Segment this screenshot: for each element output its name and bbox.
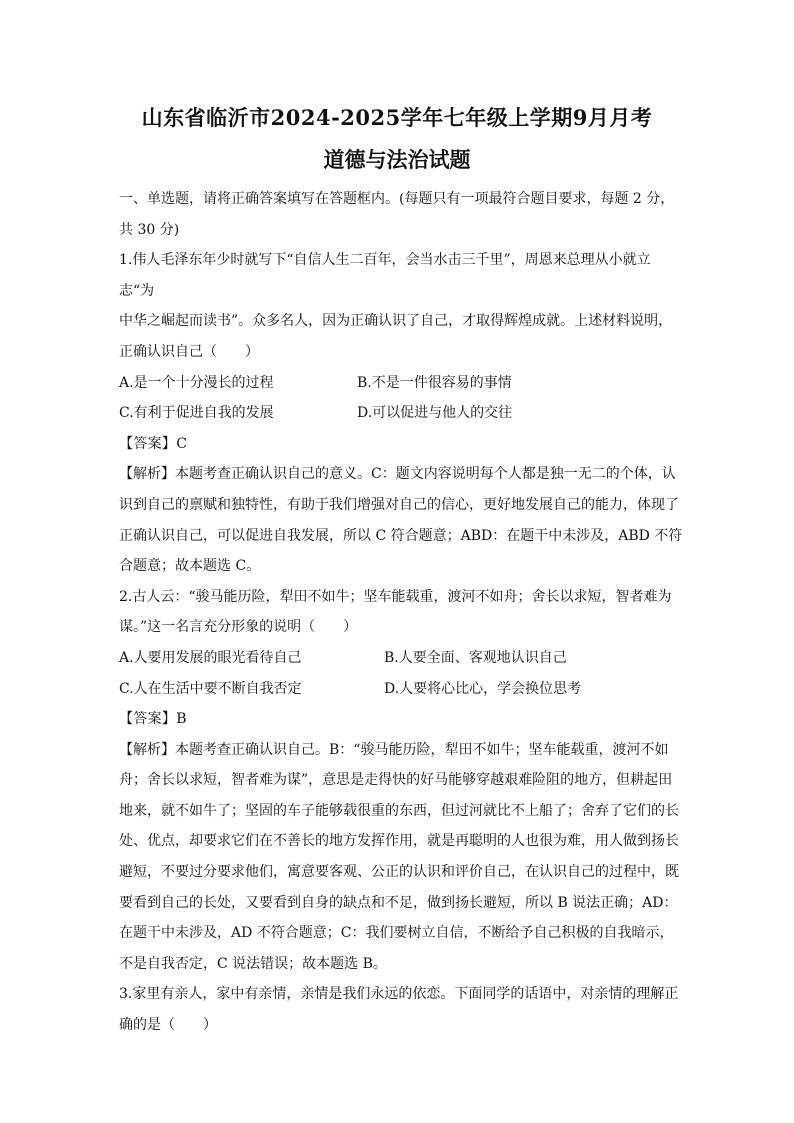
document-title: 山东省临沂市2024-2025学年七年级上学期9月月考 [141, 105, 653, 130]
analysis-line: 要看到自己的长处，又要看到自身的缺点和不足，做到扬长避短，所以 B 说法正确；AD： [119, 894, 678, 911]
question-stem-line: 中华之崛起而读书”。众多名人，因为正确认识了自己，才取得辉煌成就。上述材料说明， [119, 313, 673, 330]
analysis-line: 舟；舍长以求短，智者难为谋”，意思是走得快的好马能够穿越艰难险阻的地方，但耕起田 [119, 772, 673, 789]
question-stem-line: 谋。”这一名言充分形象的说明（ ） [119, 619, 358, 636]
analysis-line: 识到自己的禀赋和独特性，有助于我们增强对自己的信心，更好地发展自己的能力，体现了 [119, 496, 679, 513]
option-a: A.人要用发展的眼光看待自己 [119, 649, 302, 666]
analysis-line: 在题干中未涉及，AD 不符合题意；C：我们要树立自信，不断给予自己积极的自我暗示， [119, 925, 674, 942]
analysis-line: 合题意；故本题选 C。 [119, 558, 261, 575]
analysis-line: 【解析】本题考查正确认识自己。B：“骏马能历险，犁田不如牛；坚车能载重，渡河不如 [119, 741, 669, 758]
analysis-line: 地来，就不如牛了；坚固的车子能够载很重的东西，但过河就比不上船了；舍弃了它们的长 [119, 802, 679, 819]
analysis-line: 避短，不要过分要求他们，寓意要客观、公正的认识和评价自己，在认识自己的过程中，既 [119, 864, 679, 881]
options-row [119, 643, 685, 674]
question-stem-line: 2.古人云：“骏马能历险，犁田不如牛；坚车能载重，渡河不如舟；舍长以求短，智者难为 [119, 588, 672, 605]
option-b: B.不是一件很容易的事情 [357, 374, 512, 391]
document-body [119, 184, 685, 1041]
analysis-line: 处、优点，却要求它们在不善长的地方发挥作用，就是再聪明的人也很为难，用人做到扬长 [119, 833, 679, 850]
analysis-line: 不是自我否定，C 说法错误；故本题选 B。 [119, 955, 387, 972]
options-row [119, 398, 685, 429]
question-stem-line: 1.伟人毛泽东年少时就写下“自信人生二百年，会当水击三千里”，周恩来总理从小就立志“为 [119, 252, 651, 299]
analysis-line: 【解析】本题考查正确认识自己的意义。C：题文内容说明每个人都是独一无二的个体，认 [119, 466, 676, 483]
option-d: D.人要将心比心，学会换位思考 [384, 680, 582, 697]
option-a: A.是一个十分漫长的过程 [119, 374, 274, 391]
answer-line: 【答案】C [119, 435, 188, 452]
question-stem-line: 正确认识自己（ ） [119, 343, 259, 360]
option-c: C.人在生活中要不断自我否定 [119, 680, 302, 697]
section-intro-line: 一、单选题，请将正确答案填写在答题框内。(每题只有一项最符合题目要求，每题 2 分， [119, 191, 675, 207]
answer-line: 【答案】B [119, 711, 187, 728]
options-row [119, 674, 685, 705]
options-row [119, 368, 685, 399]
option-c: C.有利于促进自我的发展 [119, 405, 274, 422]
option-d: D.可以促进与他人的交往 [357, 405, 513, 422]
question-stem-line: 确的是（ ） [119, 1017, 217, 1034]
section-intro-line: 共 30 分) [119, 221, 180, 238]
option-b: B.人要全面、客观地认识自己 [384, 649, 567, 666]
analysis-line: 正确认识自己，可以促进自我发展，所以 C 符合题意；ABD：在题干中未涉及，ABD 不符 [119, 527, 683, 544]
document-subtitle: 道德与法治试题 [323, 147, 471, 172]
question-stem-line: 3.家里有亲人，家中有亲情，亲情是我们永远的依恋。下面同学的话语中，对亲情的理解正 [119, 986, 679, 1003]
